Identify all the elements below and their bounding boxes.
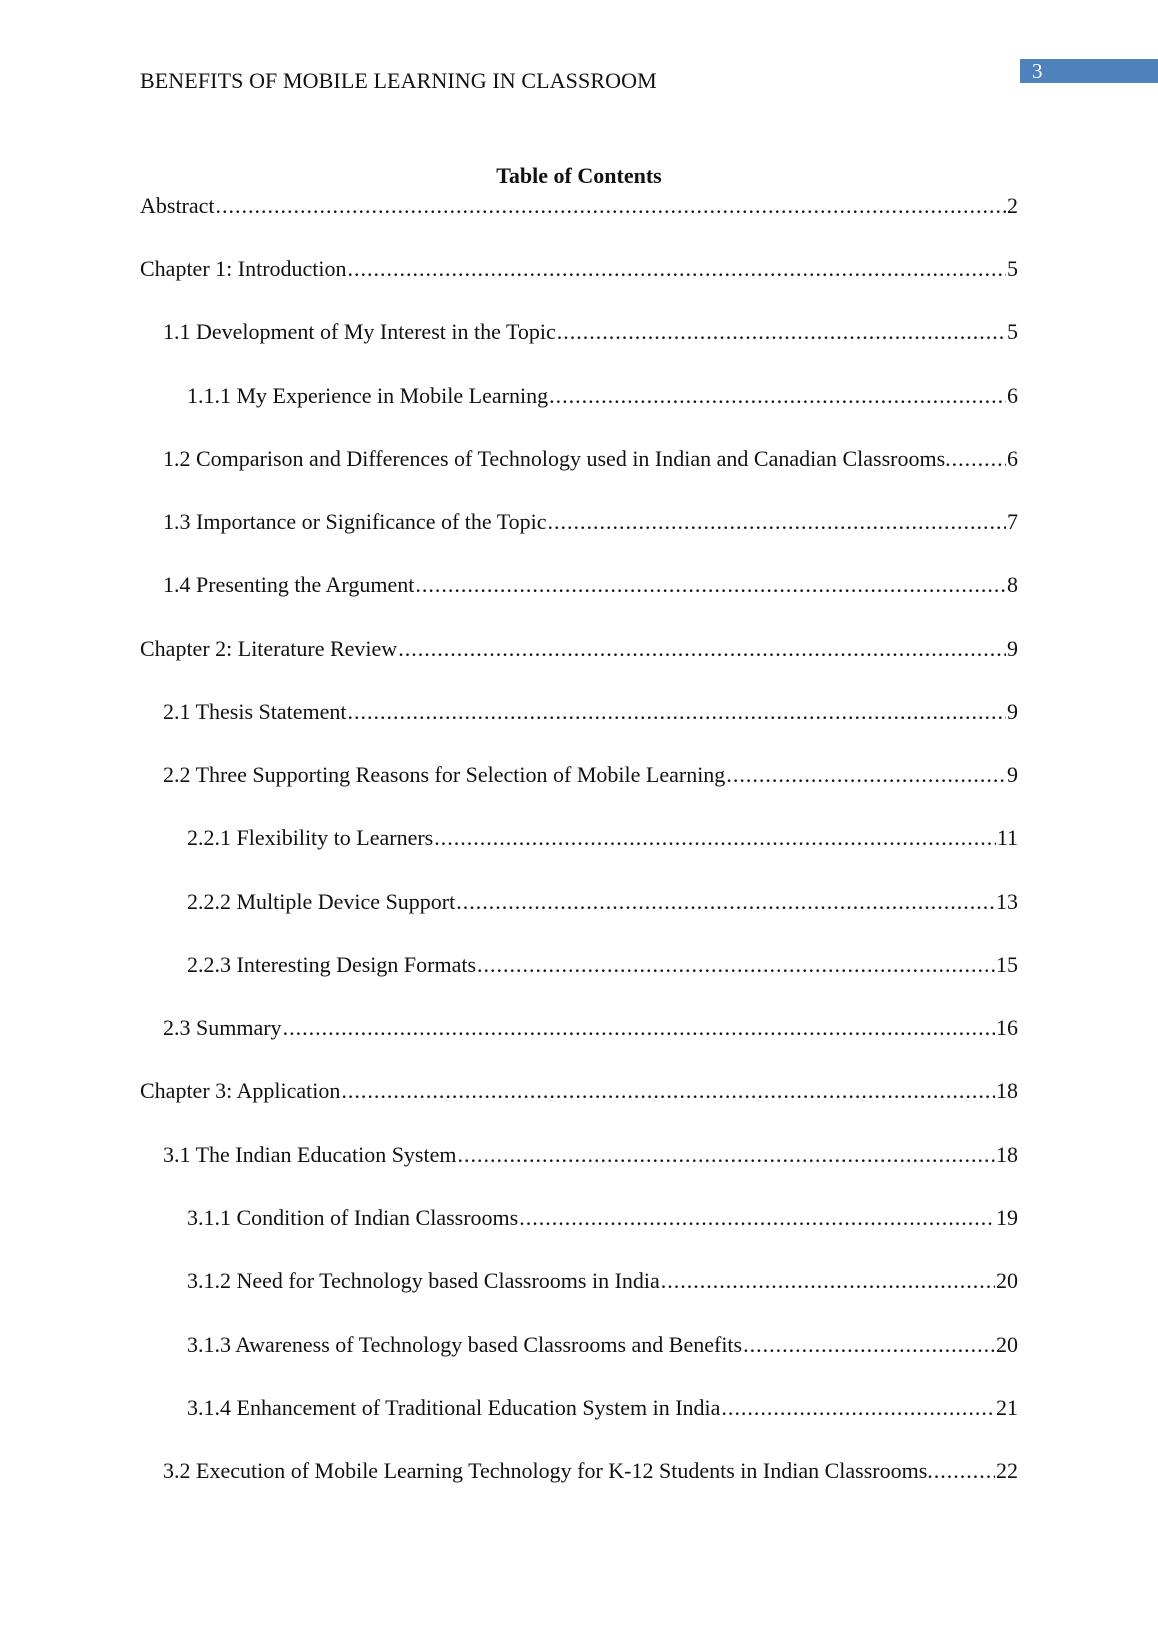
toc-entry-text: 3.1.4 Enhancement of Traditional Education System in India [187,1395,721,1420]
toc-entry-page: 2 [1007,193,1018,218]
toc-leader [283,1013,995,1043]
toc-entry-page: 22 [996,1458,1018,1483]
toc-entry[interactable] [187,1266,1018,1296]
toc-entry-page: 6 [1007,446,1018,471]
toc-entry-text: 3.2 Execution of Mobile Learning Technology for K-12 Students in Indian Classrooms. [163,1458,933,1483]
toc-entry-text: 1.1 Development of My Interest in the Topic [163,319,556,344]
toc-entry[interactable] [187,1203,1018,1233]
page-number: 3 [1020,59,1158,83]
toc-entry-text: 3.1.2 Need for Technology based Classrooms in India [187,1268,660,1293]
toc-leader [477,950,995,980]
toc-entry[interactable] [140,254,1018,284]
toc-entry[interactable] [163,1456,1018,1486]
toc-entry-page: 13 [996,889,1018,914]
toc-entry-text: Chapter 1: Introduction [140,256,347,281]
toc-leader [519,1203,995,1233]
toc-entry-page: 15 [996,952,1018,977]
toc-entry-page: 18 [996,1142,1018,1167]
toc-leader [415,570,1006,600]
toc-entry-page: 9 [1007,762,1018,787]
toc-leader [348,254,1006,284]
toc-entry[interactable] [163,317,1018,347]
toc-entry[interactable] [163,444,1018,474]
toc-entry-page: 21 [996,1395,1018,1420]
toc-entry-text: 1.4 Presenting the Argument [163,572,415,597]
toc-entry-page: 9 [1007,636,1018,661]
toc-entry-text: 2.2 Three Supporting Reasons for Selection of Mobile Learning [163,762,726,787]
toc-entry[interactable] [163,507,1018,537]
toc-entry[interactable] [187,950,1018,980]
toc-entry-text: Chapter 2: Literature Review [140,636,398,661]
toc-entry-page: 6 [1007,383,1018,408]
toc-entry-text: 1.2 Comparison and Differences of Technology used in Indian and Canadian Classrooms. [163,446,951,471]
toc-leader [743,1330,995,1360]
toc-entry-page: 7 [1007,509,1018,534]
toc-leader [348,697,1006,727]
toc-leader [434,823,996,853]
toc-leader [934,1456,995,1486]
toc-leader [726,760,1006,790]
toc-leader [952,444,1006,474]
toc-entry-text: 2.2.1 Flexibility to Learners [187,825,434,850]
toc-entry-text: 1.3 Importance or Significance of the Topic [163,509,547,534]
toc-entry-text: 2.2.3 Interesting Design Formats [187,952,477,977]
toc-entry-text: 3.1 The Indian Education System [163,1142,457,1167]
toc-leader [557,317,1006,347]
toc-leader [458,1140,996,1170]
toc-entry-page: 8 [1007,572,1018,597]
toc-entry-page: 20 [996,1332,1018,1357]
toc-leader [548,507,1006,537]
toc-entry[interactable] [163,570,1018,600]
toc-leader [549,381,1006,411]
toc-entry-text: 1.1.1 My Experience in Mobile Learning [187,383,549,408]
toc-leader [661,1266,995,1296]
toc-entry-page: 9 [1007,699,1018,724]
toc-entry-page: 16 [996,1015,1018,1040]
toc-entry-page: 20 [996,1268,1018,1293]
toc-entry[interactable] [187,381,1018,411]
toc-entry[interactable] [163,1140,1018,1170]
toc-entry[interactable] [140,1076,1018,1106]
toc-entry-page: 5 [1007,256,1018,281]
toc-entry-page: 11 [996,825,1018,850]
toc-leader [721,1393,995,1423]
toc-entry-text: Abstract [140,193,215,218]
toc-entry[interactable] [163,1013,1018,1043]
toc-entry[interactable] [187,1330,1018,1360]
toc-leader [456,887,995,917]
toc-entry-text: 3.1.3 Awareness of Technology based Classrooms and Benefits [187,1332,743,1357]
toc-entry-text: 2.2.2 Multiple Device Support [187,889,456,914]
toc-entry[interactable] [140,191,1018,221]
toc-entry-text: 2.3 Summary [163,1015,282,1040]
toc-entry-page: 19 [996,1205,1018,1230]
toc-entry-text: 3.1.1 Condition of Indian Classrooms [187,1205,519,1230]
toc-title: Table of Contents [496,163,662,188]
toc-leader [341,1076,995,1106]
toc-entry-text: Chapter 3: Application [140,1078,341,1103]
toc-entry[interactable] [140,634,1018,664]
toc-entry[interactable] [187,823,1018,853]
toc-entry[interactable] [163,760,1018,790]
toc-entry[interactable] [163,697,1018,727]
toc-leader [398,634,1006,664]
toc-entry-text: 2.1 Thesis Statement [163,699,347,724]
toc-entry[interactable] [187,887,1018,917]
running-head: BENEFITS OF MOBILE LEARNING IN CLASSROOM [140,68,657,93]
toc-entry-page: 18 [996,1078,1018,1103]
toc-leader [216,191,1006,221]
toc-entry-page: 5 [1007,319,1018,344]
toc-entry[interactable] [187,1393,1018,1423]
